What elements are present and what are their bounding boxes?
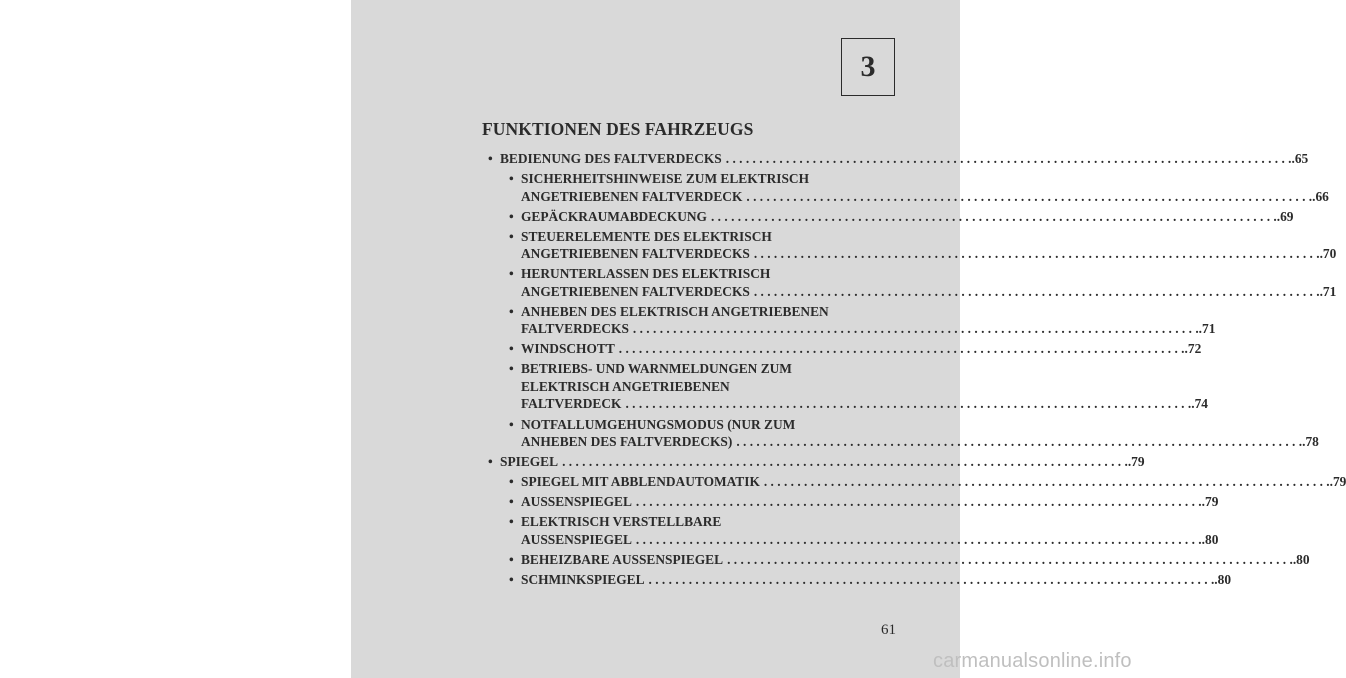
dot-leader bbox=[632, 531, 1202, 549]
toc-page-ref: .69 bbox=[1276, 208, 1294, 224]
bullet-icon: • bbox=[509, 208, 514, 224]
manual-page bbox=[351, 0, 1346, 678]
toc-page-ref: .78 bbox=[1302, 434, 1319, 450]
bullet-icon: • bbox=[509, 361, 514, 377]
toc-entry-text: AUSSENSPIEGEL bbox=[521, 531, 632, 547]
toc-entry-text: AUSSENSPIEGEL bbox=[521, 494, 632, 510]
dot-leader bbox=[707, 208, 1277, 226]
bullet-icon: • bbox=[509, 171, 514, 186]
toc-entry-text: SICHERHEITSHINWEISE ZUM ELEKTRISCH bbox=[521, 171, 809, 186]
toc-page-ref: .80 bbox=[1201, 531, 1219, 547]
toc-entry-text: ANGETRIEBENEN FALTVERDECKS bbox=[521, 246, 750, 262]
toc-entry[interactable] bbox=[509, 493, 1219, 511]
toc-entry[interactable] bbox=[509, 303, 1216, 338]
toc-entry[interactable] bbox=[509, 513, 1219, 548]
toc-entry-text: BEDIENUNG DES FALTVERDECKS bbox=[500, 151, 722, 166]
toc-entry-text: ANGETRIEBENEN FALTVERDECK bbox=[521, 188, 743, 204]
dot-leader bbox=[760, 473, 1330, 491]
toc-entry-text: ANHEBEN DES ELEKTRISCH ANGETRIEBENEN bbox=[521, 303, 829, 319]
toc-entry[interactable] bbox=[509, 340, 1202, 358]
dot-leader bbox=[750, 245, 1320, 263]
toc-entry-text: SPIEGEL bbox=[500, 454, 559, 470]
dot-leader bbox=[632, 493, 1202, 511]
bullet-icon: • bbox=[509, 551, 514, 567]
toc-entry[interactable] bbox=[509, 416, 1319, 451]
dot-leader bbox=[732, 433, 1302, 451]
toc-page-ref: .65 bbox=[1291, 151, 1309, 166]
blank-left-area bbox=[0, 0, 351, 678]
page-number: 61 bbox=[881, 622, 896, 638]
bullet-icon: • bbox=[488, 151, 493, 166]
toc-page-ref: .71 bbox=[1198, 321, 1216, 337]
toc-entry-text: BETRIEBS- UND WARNMELDUNGEN ZUM bbox=[521, 361, 792, 377]
dot-leader bbox=[629, 320, 1199, 338]
toc-page-ref: .80 bbox=[1292, 551, 1310, 567]
toc-page-ref: .72 bbox=[1184, 341, 1202, 357]
toc-entry-text: ELEKTRISCH VERSTELLBARE bbox=[521, 514, 722, 530]
chapter-title: FUNKTIONEN DES FAHRZEUGS bbox=[482, 119, 754, 139]
watermark: carmanualsonline.info bbox=[933, 650, 1132, 672]
bullet-icon: • bbox=[509, 474, 514, 490]
toc-entry[interactable] bbox=[509, 228, 1337, 263]
toc-entry[interactable] bbox=[488, 150, 1309, 168]
toc-entry[interactable] bbox=[488, 453, 1145, 471]
toc-entry[interactable] bbox=[509, 551, 1310, 569]
toc-page-ref: .74 bbox=[1191, 396, 1208, 412]
toc-entry[interactable] bbox=[509, 571, 1232, 589]
toc-entry-text: ANGETRIEBENEN FALTVERDECKS bbox=[521, 283, 750, 299]
dot-leader bbox=[750, 283, 1320, 301]
toc-entry-text: SPIEGEL MIT ABBLENDAUTOMATIK bbox=[521, 474, 760, 490]
toc-entry-text: BEHEIZBARE AUSSENSPIEGEL bbox=[521, 551, 724, 567]
toc-entry-text: ELEKTRISCH ANGETRIEBENEN bbox=[521, 378, 730, 394]
toc-entry[interactable] bbox=[509, 360, 1208, 413]
bullet-icon: • bbox=[509, 303, 514, 319]
toc-entry-text: HERUNTERLASSEN DES ELEKTRISCH bbox=[521, 266, 771, 282]
dot-leader bbox=[621, 395, 1191, 413]
toc-entry-text: NOTFALLUMGEHUNGSMODUS (NUR ZUM bbox=[521, 416, 796, 432]
bullet-icon: • bbox=[509, 514, 514, 530]
toc-entry-text: GEPÄCKRAUMABDECKUNG bbox=[521, 208, 707, 224]
dot-leader bbox=[558, 453, 1128, 471]
toc-entry[interactable] bbox=[509, 473, 1346, 491]
toc-page-ref: .79 bbox=[1329, 474, 1346, 490]
toc-page-ref: .79 bbox=[1201, 494, 1219, 510]
toc-entry-text: FALTVERDECKS bbox=[521, 321, 629, 337]
toc-page-ref: .79 bbox=[1127, 454, 1145, 470]
toc-page-ref: .71 bbox=[1319, 283, 1337, 299]
toc-entry-text: WINDSCHOTT bbox=[521, 341, 615, 357]
dot-leader bbox=[723, 551, 1293, 569]
toc-entry-text: STEUERELEMENTE DES ELEKTRISCH bbox=[521, 228, 772, 244]
dot-leader bbox=[722, 150, 1292, 168]
dot-leader bbox=[615, 340, 1185, 358]
dot-leader bbox=[645, 571, 1215, 589]
bullet-icon: • bbox=[509, 494, 514, 510]
chapter-number-box: 3 bbox=[841, 38, 895, 96]
toc-page-ref: .66 bbox=[1312, 188, 1329, 204]
toc-entry[interactable] bbox=[509, 170, 1329, 205]
bullet-icon: • bbox=[509, 571, 514, 587]
dot-leader bbox=[742, 188, 1312, 206]
toc-entry-text: SCHMINKSPIEGEL bbox=[521, 571, 645, 587]
bullet-icon: • bbox=[509, 416, 514, 432]
bullet-icon: • bbox=[509, 266, 514, 282]
toc-entry[interactable] bbox=[509, 208, 1294, 226]
toc-entry-text: FALTVERDECK bbox=[521, 396, 622, 412]
bullet-icon: • bbox=[509, 341, 514, 357]
toc-entry[interactable] bbox=[509, 265, 1337, 300]
toc-entry-text: ANHEBEN DES FALTVERDECKS) bbox=[521, 434, 733, 450]
bullet-icon: • bbox=[509, 228, 514, 244]
toc-page-ref: .70 bbox=[1319, 246, 1337, 262]
toc-page-ref: .80 bbox=[1214, 571, 1232, 587]
bullet-icon: • bbox=[488, 454, 493, 470]
